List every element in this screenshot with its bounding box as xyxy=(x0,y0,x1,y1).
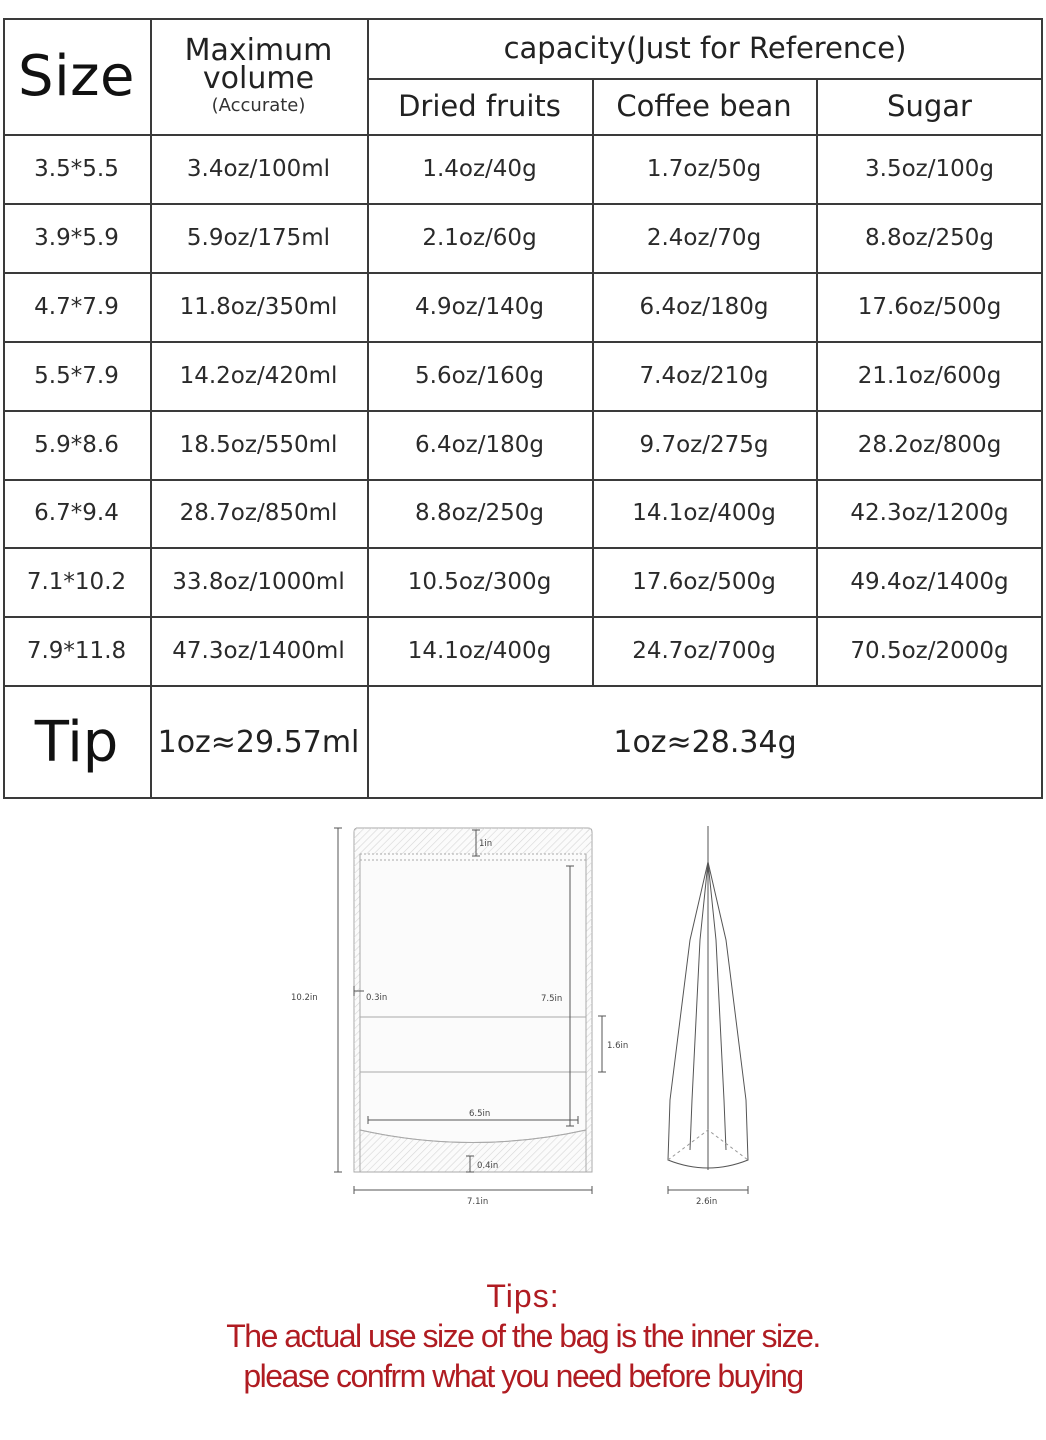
cell-max-volume: 14.2oz/420ml xyxy=(179,362,338,389)
grid-line xyxy=(367,78,1043,80)
capacity-header: capacity(Just for Reference) xyxy=(503,31,907,65)
grid-line xyxy=(3,272,1043,274)
tips-line-1: The actual use size of the bag is the inner size. xyxy=(226,1318,820,1354)
cell-size: 6.7*9.4 xyxy=(34,500,119,526)
cell-max-volume: 18.5oz/550ml xyxy=(179,431,338,458)
cell-sugar: 21.1oz/600g xyxy=(857,362,1002,389)
cell-sugar: 42.3oz/1200g xyxy=(850,500,1009,526)
grid-line xyxy=(3,203,1043,205)
cell-coffee-bean: 24.7oz/700g xyxy=(632,637,776,664)
label-side-seal: 0.3in xyxy=(366,993,388,1003)
bag-diagram-svg xyxy=(280,820,780,1220)
cell-max-volume: 11.8oz/350ml xyxy=(179,293,338,320)
tips-title: Tips: xyxy=(486,1278,560,1314)
cell-size: 7.9*11.8 xyxy=(26,637,127,664)
label-bottom-gusset: 0.4in xyxy=(477,1161,499,1171)
tips-line-2: please confrm what you need before buying xyxy=(243,1358,803,1394)
cell-max-volume: 47.3oz/1400ml xyxy=(172,637,345,664)
cell-max-volume: 3.4oz/100ml xyxy=(186,155,331,182)
cell-dried-fruits: 14.1oz/400g xyxy=(407,637,552,664)
cell-size: 5.5*7.9 xyxy=(34,362,119,389)
cell-sugar: 3.5oz/100g xyxy=(865,155,994,182)
label-inner-height: 7.5in xyxy=(541,994,563,1004)
cell-sugar: 8.8oz/250g xyxy=(865,224,994,251)
tip-label: Tip xyxy=(34,709,119,775)
grid-line xyxy=(367,18,369,799)
tip-weight-conversion: 1oz≈28.34g xyxy=(613,724,797,760)
cell-dried-fruits: 10.5oz/300g xyxy=(407,568,552,595)
grid-line xyxy=(3,616,1043,618)
grid-line xyxy=(3,547,1043,549)
grid-line xyxy=(150,18,152,799)
cell-coffee-bean: 17.6oz/500g xyxy=(632,568,776,595)
cell-sugar: 49.4oz/1400g xyxy=(850,568,1009,595)
cell-size: 3.5*5.5 xyxy=(34,155,119,182)
cell-size: 7.1*10.2 xyxy=(26,568,127,595)
cell-dried-fruits: 4.9oz/140g xyxy=(415,293,544,320)
column-header-sugar: Sugar xyxy=(887,89,972,123)
grid-line xyxy=(816,78,818,685)
tip-volume-conversion: 1oz≈29.57ml xyxy=(157,724,360,760)
label-total-height: 10.2in xyxy=(291,993,318,1003)
cell-max-volume: 5.9oz/175ml xyxy=(186,224,331,251)
cell-coffee-bean: 6.4oz/180g xyxy=(639,293,769,320)
cell-sugar: 17.6oz/500g xyxy=(857,293,1002,320)
grid-line xyxy=(1041,18,1043,799)
cell-dried-fruits: 1.4oz/40g xyxy=(422,155,537,182)
cell-coffee-bean: 2.4oz/70g xyxy=(646,224,762,251)
grid-line xyxy=(3,341,1043,343)
max-volume-note: (Accurate) xyxy=(211,95,306,116)
cell-dried-fruits: 6.4oz/180g xyxy=(415,431,544,458)
label-depth: 2.6in xyxy=(696,1197,718,1207)
grid-line xyxy=(3,479,1043,481)
cell-size: 3.9*5.9 xyxy=(34,224,119,251)
grid-line xyxy=(3,18,1043,20)
cell-sugar: 28.2oz/800g xyxy=(857,431,1002,458)
grid-line xyxy=(3,134,1043,136)
cell-max-volume: 33.8oz/1000ml xyxy=(172,568,345,595)
size-header: Size xyxy=(18,43,135,109)
cell-coffee-bean: 9.7oz/275g xyxy=(639,431,769,458)
cell-size: 5.9*8.6 xyxy=(34,431,119,458)
label-zipper-band: 1.6in xyxy=(607,1041,629,1051)
cell-coffee-bean: 14.1oz/400g xyxy=(632,500,776,526)
grid-line xyxy=(3,685,1043,687)
cell-dried-fruits: 2.1oz/60g xyxy=(422,224,537,251)
label-top-seal: 1in xyxy=(479,839,493,849)
max-volume-label-1: Maximum xyxy=(184,33,333,68)
cell-dried-fruits: 5.6oz/160g xyxy=(415,362,544,389)
grid-line xyxy=(592,78,594,685)
label-total-width: 7.1in xyxy=(467,1197,489,1207)
grid-line xyxy=(3,410,1043,412)
cell-dried-fruits: 8.8oz/250g xyxy=(415,500,544,526)
cell-coffee-bean: 1.7oz/50g xyxy=(646,155,762,182)
bag-dimension-diagram xyxy=(280,820,780,1220)
capacity-table xyxy=(3,18,1043,799)
max-volume-label-2: volume xyxy=(202,61,315,96)
grid-line xyxy=(3,797,1043,799)
column-header-coffee-bean: Coffee bean xyxy=(616,89,792,123)
cell-coffee-bean: 7.4oz/210g xyxy=(639,362,769,389)
cell-size: 4.7*7.9 xyxy=(34,293,119,320)
grid-line xyxy=(3,18,5,799)
bag-side-view xyxy=(668,826,748,1194)
max-volume-header xyxy=(150,22,367,134)
cell-sugar: 70.5oz/2000g xyxy=(850,637,1009,664)
column-header-dried-fruits: Dried fruits xyxy=(398,89,561,123)
cell-max-volume: 28.7oz/850ml xyxy=(179,500,338,526)
label-inner-width: 6.5in xyxy=(469,1109,491,1119)
